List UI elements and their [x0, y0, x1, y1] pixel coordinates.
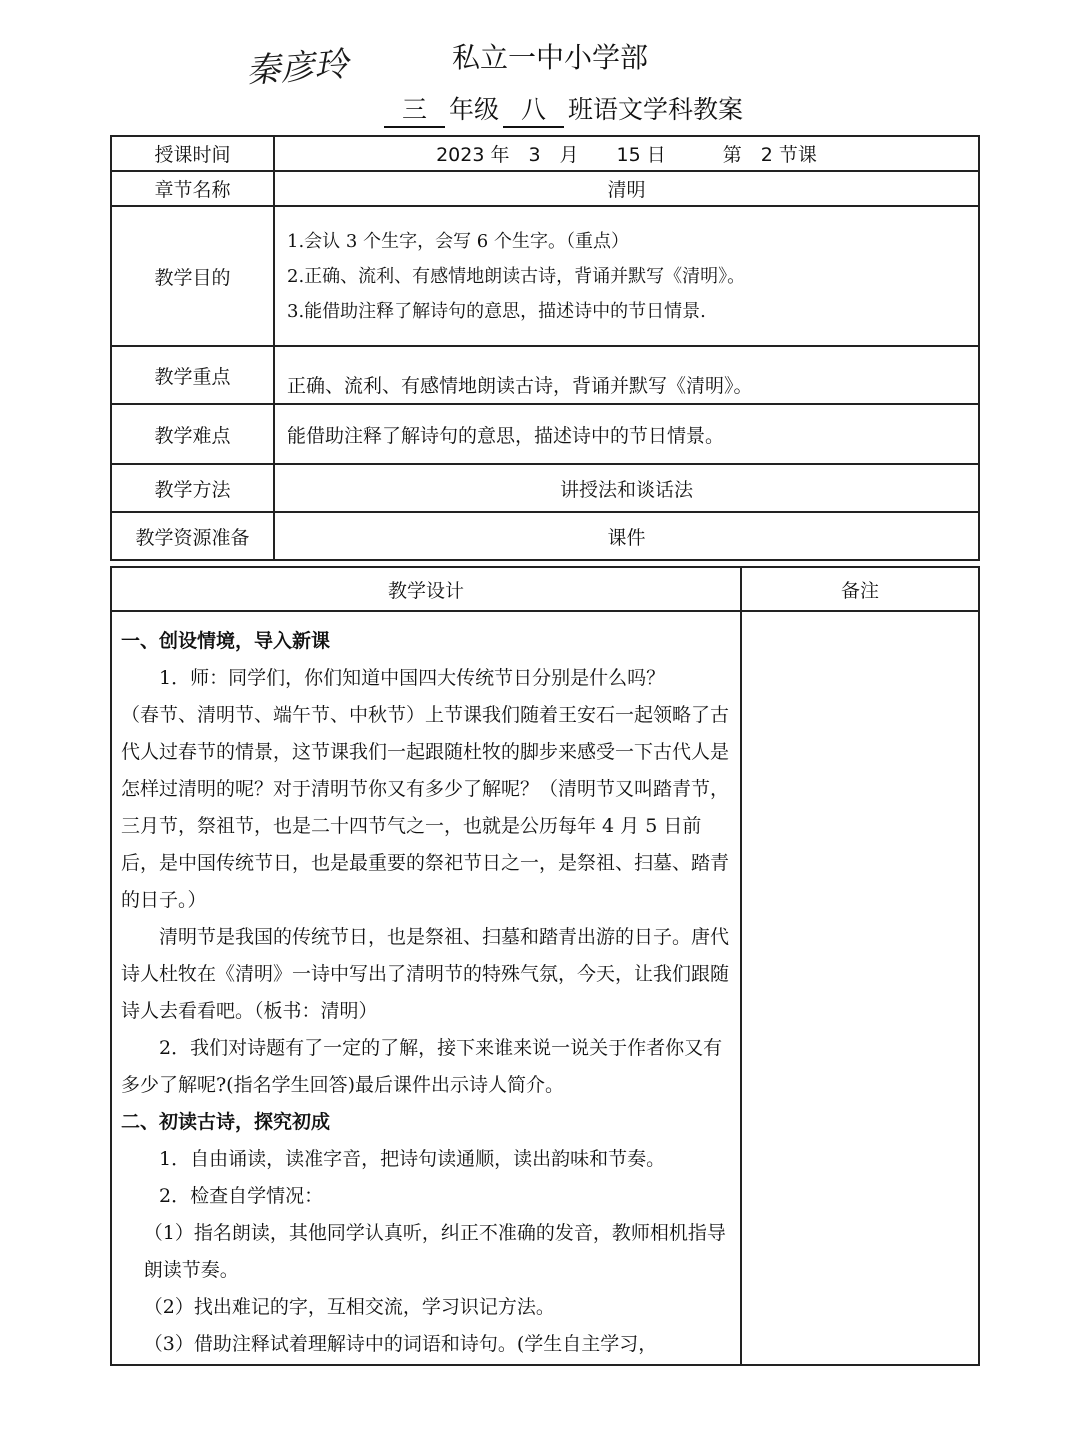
- row-goal: [111, 206, 979, 346]
- class-value: 八: [503, 90, 564, 128]
- design-head-note: 备注: [741, 567, 979, 611]
- paragraph: 1．自由诵读，读准字音，把诗句读通顺，读出韵味和节奏。: [159, 1148, 666, 1170]
- key-label: 教学重点: [111, 346, 274, 404]
- design-notes: [741, 611, 979, 1365]
- row-key: [111, 346, 979, 404]
- design-body-row: [111, 611, 979, 1365]
- teaching-design-table: [110, 566, 980, 1366]
- paragraph: 1．师：同学们，你们知道中国四大传统节日分别是什么吗？: [159, 667, 666, 689]
- goal-label: 教学目的: [111, 206, 274, 346]
- time-value: 2023 年 3 月 15 日 第 2 节课: [274, 136, 979, 171]
- row-resource: [111, 512, 979, 560]
- grade-value: 三: [384, 90, 445, 128]
- design-head-main: 教学设计: [111, 567, 741, 611]
- class-label: 班语文学科教案: [568, 95, 744, 124]
- goal-list: [274, 206, 979, 346]
- plan-subtitle: [380, 90, 743, 128]
- method-value: 讲授法和谈话法: [274, 464, 979, 512]
- paragraph: （1）指名朗读，其他同学认真听，纠正不准确的发音，教师相机指导朗读节奏。: [143, 1222, 726, 1281]
- goal-item: 1.会认 3 个生字，会写 6 个生字。（重点）: [287, 230, 629, 252]
- design-header-row: [111, 567, 979, 611]
- design-content: [111, 611, 741, 1365]
- section-heading: 二、初读古诗，探究初成: [121, 1111, 331, 1133]
- teacher-signature: 秦彦玲: [244, 44, 350, 92]
- row-difficulty: [111, 404, 979, 464]
- row-time: [111, 136, 979, 171]
- paragraph: 2．检查自学情况：: [159, 1185, 324, 1207]
- paragraph: （3）借助注释试着理解诗中的词语和诗句。(学生自主学习，: [143, 1333, 658, 1355]
- lesson-info-table: [110, 135, 980, 561]
- grade-label: 年级: [449, 95, 500, 124]
- resource-label: 教学资源准备: [111, 512, 274, 560]
- key-cell: [274, 346, 979, 404]
- time-label: 授课时间: [111, 136, 274, 171]
- school-name: 私立一中小学部: [452, 41, 649, 74]
- paragraph: （2）找出难记的字，互相交流，学习识记方法。: [143, 1296, 555, 1318]
- paragraph: 2．我们对诗题有了一定的了解，接下来谁来说一说关于作者你又有多少了解呢?(指名学生回答)最后课件出示诗人简介。: [121, 1037, 723, 1096]
- goal-item: 3.能借助注释了解诗句的意思，描述诗中的节日情景.: [287, 300, 706, 322]
- key-value: 正确、流利、有感情地朗读古诗，背诵并默写《清明》。: [287, 374, 753, 397]
- row-method: [111, 464, 979, 512]
- method-label: 教学方法: [111, 464, 274, 512]
- row-chapter: [111, 171, 979, 206]
- chapter-label: 章节名称: [111, 171, 274, 206]
- paragraph: 清明节是我国的传统节日，也是祭祖、扫墓和踏青出游的日子。唐代诗人杜牧在《清明》一诗中写出了清明节的特殊气氛，今天，让我们跟随诗人去看看吧。（板书：清明）: [121, 926, 730, 1022]
- paragraph: （春节、清明节、端午节、中秋节）上节课我们随着王安石一起领略了古代人过春节的情景，这节课我们一起跟随杜牧的脚步来感受一下古代人是怎样过清明的呢？对于清明节你又有多少了解呢？（清明节又叫踏青节，三月节，祭祖节，也是二十四节气之一，也就是公历每年 4 月 5 日前后，是中国传统节日，也是最重要的祭祀节日之一，是祭祖、扫墓、踏青的日子。）: [121, 704, 730, 911]
- chapter-value: 清明: [274, 171, 979, 206]
- difficulty-value: 能借助注释了解诗句的意思，描述诗中的节日情景。: [274, 404, 979, 464]
- difficulty-label: 教学难点: [111, 404, 274, 464]
- goal-item: 2.正确、流利、有感情地朗读古诗，背诵并默写《清明》。: [287, 265, 746, 287]
- resource-value: 课件: [274, 512, 979, 560]
- section-heading: 一、创设情境，导入新课: [121, 630, 331, 652]
